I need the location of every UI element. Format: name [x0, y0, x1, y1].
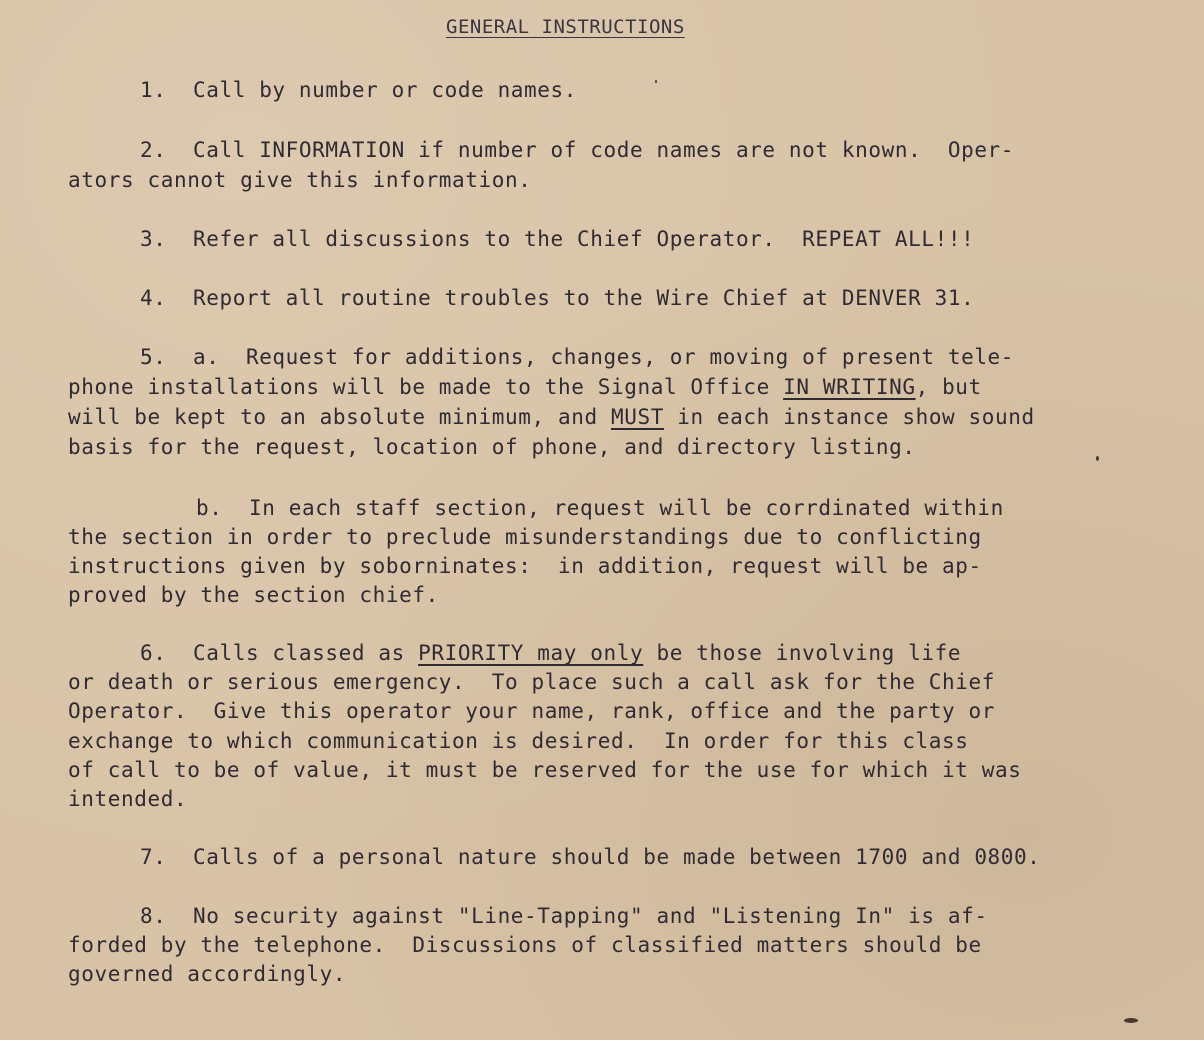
paper-speck	[1124, 1018, 1138, 1023]
instruction-8-line-1: 8. No security against "Line-Tapping" and "Listening In" is af-	[140, 904, 988, 928]
instruction-6-line-1	[140, 639, 961, 667]
in-writing-emphasis: IN WRITING	[783, 375, 916, 399]
instruction-2-line-1: 2. Call INFORMATION if number of code names are not known. Oper-	[140, 138, 1015, 162]
text-span: , but	[915, 375, 982, 399]
instruction-3-line-1: 3. Refer all discussions to the Chief Operator. REPEAT ALL!!!	[140, 227, 975, 251]
instruction-5b-line-3: instructions given by soborninates: in addition, request will be ap-	[68, 554, 982, 578]
instruction-8-line-3: governed accordingly.	[68, 962, 347, 986]
instruction-6-line-6: intended.	[68, 787, 188, 811]
instruction-5a-line-4: basis for the request, location of phone, and directory listing.	[68, 435, 916, 459]
paper-speck	[655, 80, 657, 83]
instruction-5a-line-1: 5. a. Request for additions, changes, or moving of present tele-	[140, 345, 1015, 369]
instruction-6-line-5: of call to be of value, it must be reserved for the use for which it was	[68, 758, 1022, 782]
instruction-5b-line-2: the section in order to preclude misunderstandings due to conflicting	[68, 525, 982, 549]
text-span: be those involving life	[643, 641, 962, 665]
text-span: 6. Calls classed as	[140, 641, 419, 665]
page-title: GENERAL INSTRUCTIONS	[446, 16, 685, 38]
instruction-5b-line-1: b. In each staff section, request will be corrdinated within	[196, 496, 1004, 520]
must-emphasis: MUST	[610, 405, 664, 429]
instruction-6-line-4: exchange to which communication is desired. In order for this class	[68, 729, 969, 753]
instruction-6-line-2: or death or serious emergency. To place such a call ask for the Chief	[68, 670, 996, 694]
text-span: phone installations will be made to the Signal Office	[68, 375, 784, 399]
text-span: will be kept to an absolute minimum, and	[68, 405, 611, 429]
instruction-4-line-1: 4. Report all routine troubles to the Wire Chief at DENVER 31.	[140, 286, 975, 310]
instruction-6-line-3: Operator. Give this operator your name, rank, office and the party or	[68, 699, 996, 723]
instruction-5b-line-4: proved by the section chief.	[68, 583, 439, 607]
instruction-2-line-2: ators cannot give this information.	[68, 168, 532, 192]
priority-emphasis: PRIORITY may only	[418, 641, 644, 665]
instruction-8-line-2: forded by the telephone. Discussions of classified matters should be	[68, 933, 982, 957]
instruction-5a-line-2	[68, 373, 982, 401]
instruction-7-line-1: 7. Calls of a personal nature should be made between 1700 and 0800.	[140, 845, 1041, 869]
text-span: in each instance show sound	[663, 405, 1035, 429]
instruction-1-line-1: 1. Call by number or code names.	[140, 78, 578, 102]
paper-speck	[1096, 456, 1099, 461]
instruction-5a-line-3	[68, 403, 1035, 431]
